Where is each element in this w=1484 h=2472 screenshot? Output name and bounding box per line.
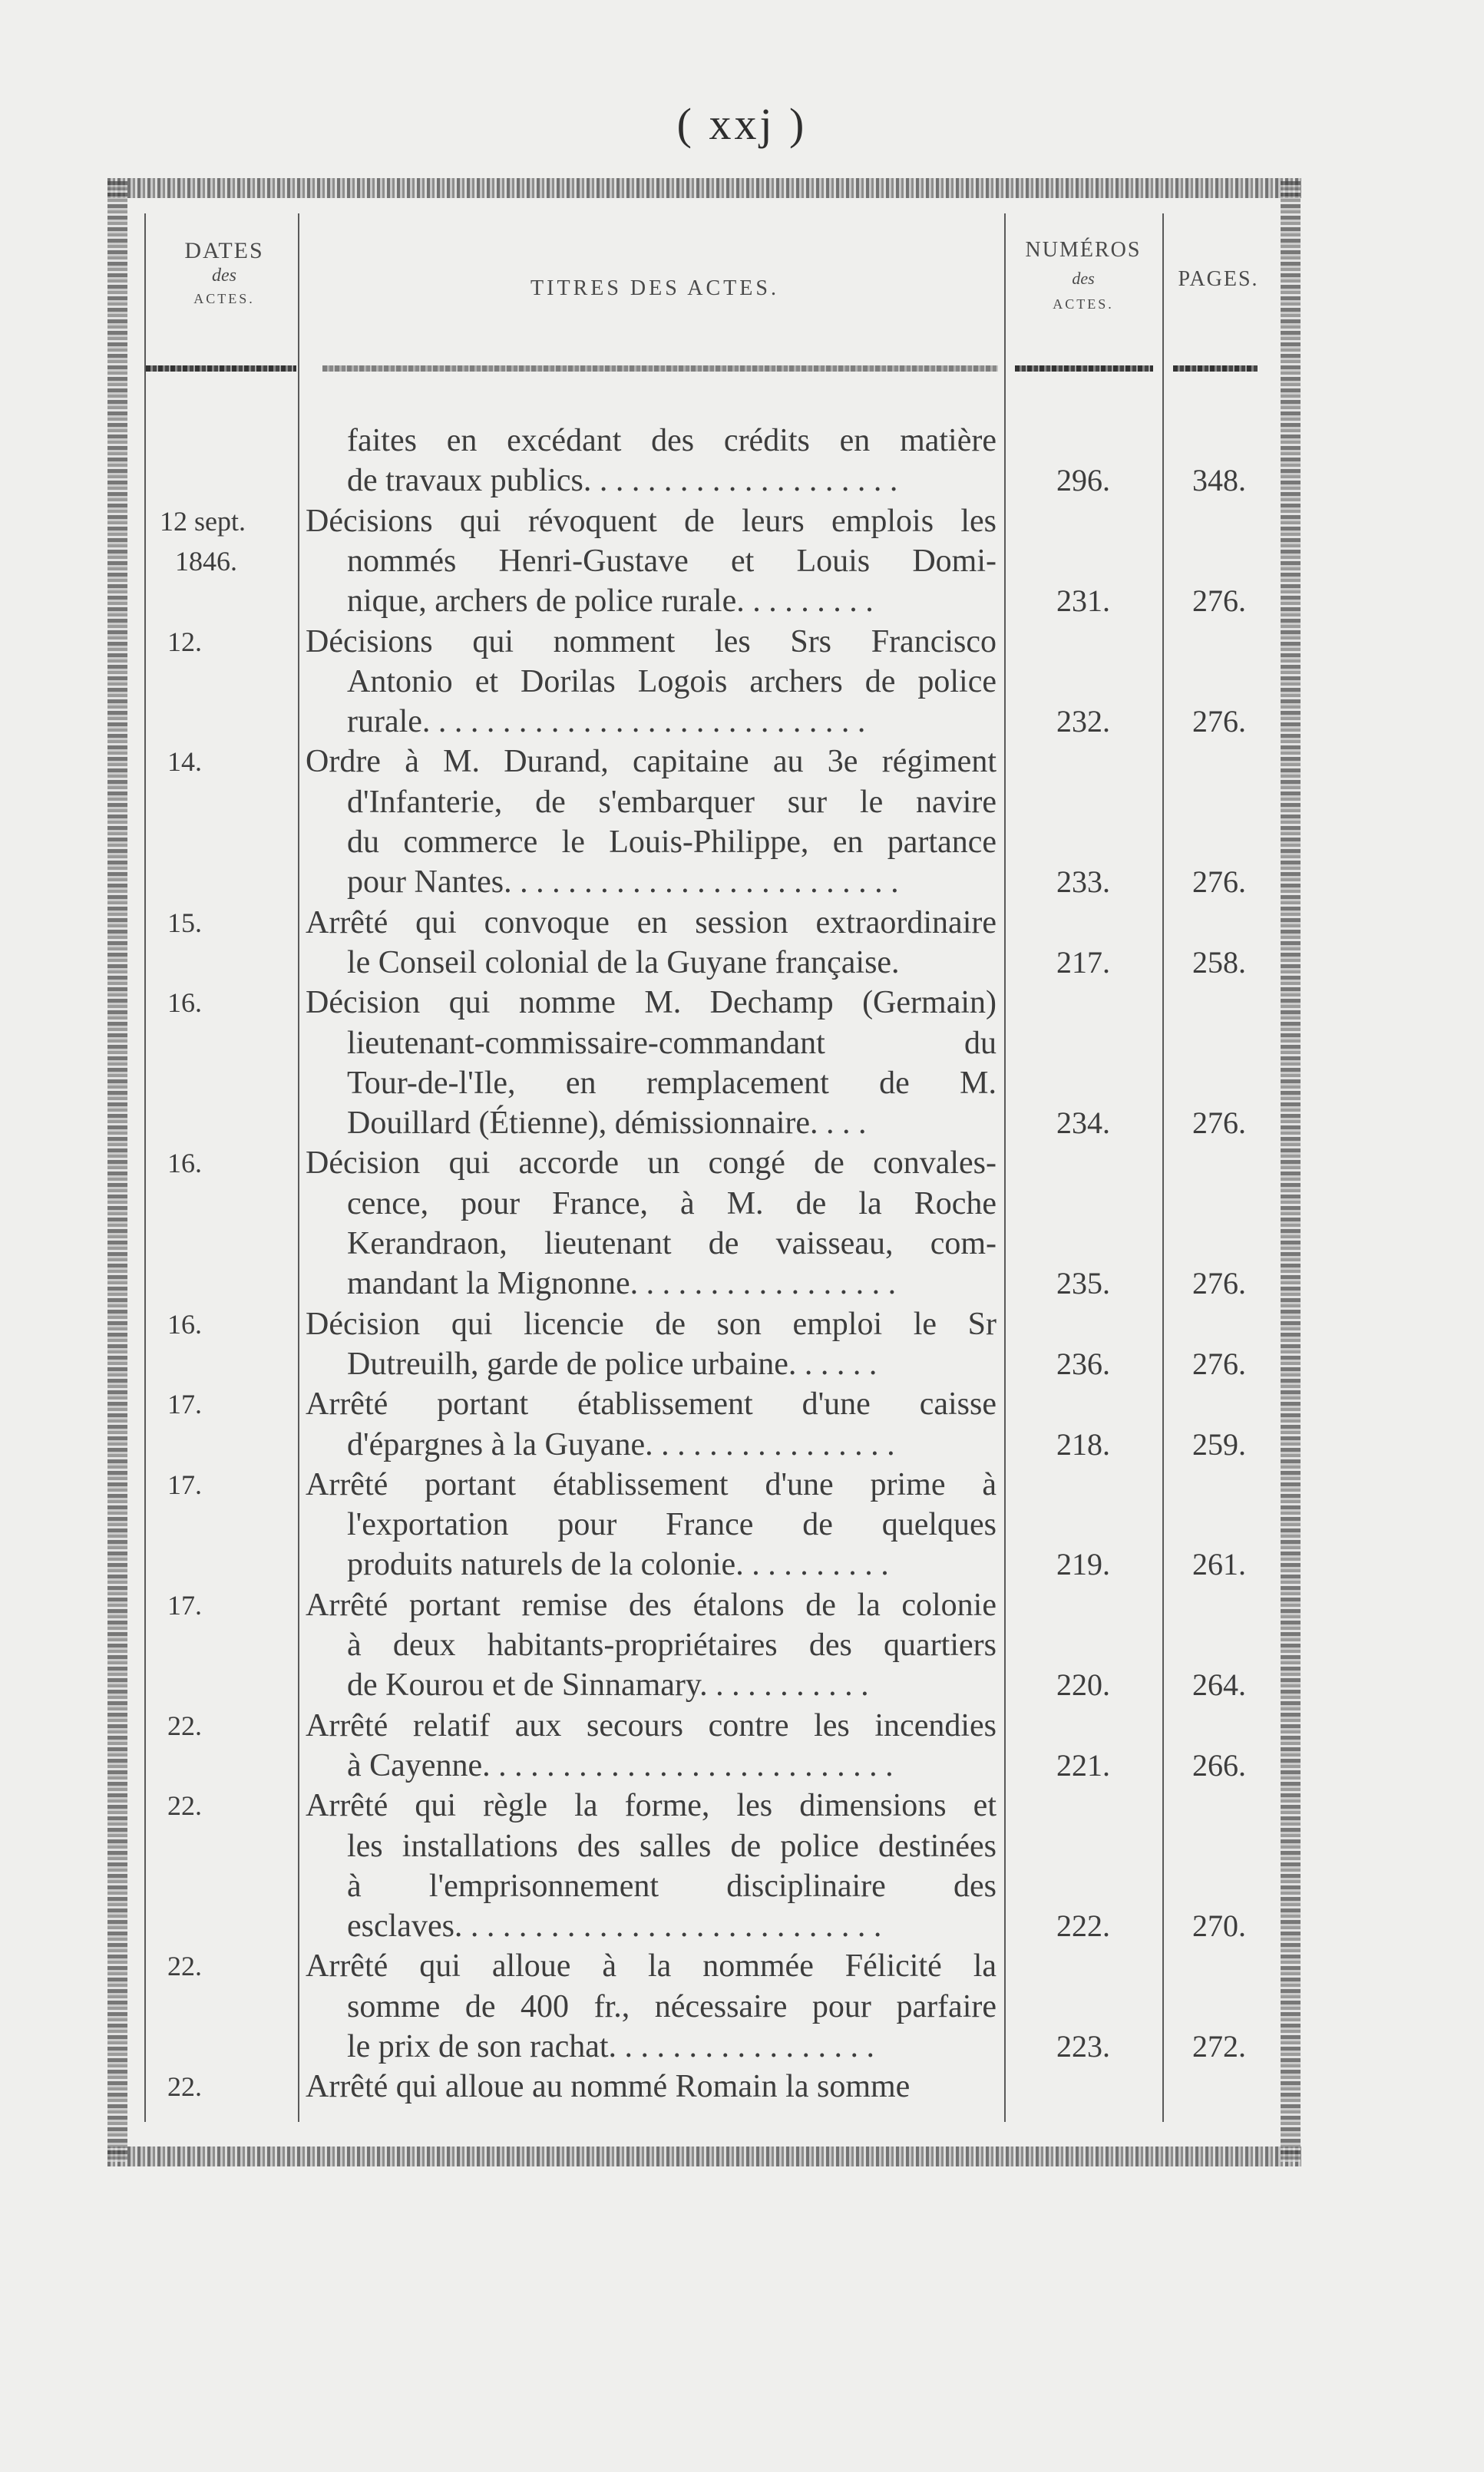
act-title-line: Arrêté portant établissement d'une caisse <box>306 1386 996 1423</box>
decorative-border-right <box>1281 181 1301 2162</box>
act-page: 258. <box>1192 944 1246 980</box>
act-number: 221. <box>1056 1747 1110 1783</box>
header-pages: PAGES. <box>1178 267 1259 291</box>
column-divider <box>1162 213 1164 2122</box>
act-number: 234. <box>1056 1105 1110 1141</box>
act-page: 270. <box>1192 1909 1246 1944</box>
act-date: 12 sept. <box>160 505 246 537</box>
header-rule <box>1173 365 1258 372</box>
act-title-line: faites en excédant des crédits en matière <box>347 423 996 458</box>
act-number: 217. <box>1056 944 1110 980</box>
act-number: 231. <box>1056 583 1110 619</box>
act-page: 272. <box>1192 2029 1246 2064</box>
act-date: 12. <box>167 626 202 657</box>
act-title-line: pour Nantes. . . . . . . . . . . . . . . . . . . . . . . . . <box>347 864 899 901</box>
header-dates-line: ACTES. <box>193 291 255 306</box>
act-number: 233. <box>1056 864 1110 900</box>
page-number: ( xxj ) <box>676 99 808 149</box>
act-page: 259. <box>1192 1426 1246 1462</box>
act-number: 223. <box>1056 2029 1110 2064</box>
header-titres: TITRES DES ACTES. <box>530 276 779 300</box>
act-page: 348. <box>1192 463 1246 498</box>
act-title-line: d'épargnes à la Guyane. . . . . . . . . . . . . . . . <box>347 1426 895 1462</box>
act-number: 218. <box>1056 1426 1110 1462</box>
act-page: 276. <box>1192 583 1246 619</box>
act-date: 16. <box>167 1308 202 1340</box>
act-page: 276. <box>1192 864 1246 900</box>
act-title-line: Tour-de-l'Ile, en remplacement de M. <box>347 1065 996 1101</box>
header-numeros-line: ACTES. <box>1053 296 1114 312</box>
act-number: 222. <box>1056 1909 1110 1944</box>
act-title-line: Décision qui nomme M. Dechamp (Germain) <box>306 985 996 1021</box>
header-dates <box>147 238 301 307</box>
act-title-line: Arrêté portant établissement d'une prime à <box>306 1466 996 1502</box>
act-page: 276. <box>1192 704 1246 739</box>
act-date: 22. <box>167 1710 202 1741</box>
act-page: 266. <box>1192 1747 1246 1783</box>
act-title-line: Arrêté qui alloue au nommé Romain la somme <box>306 2069 911 2105</box>
act-title-line: du commerce le Louis-Philippe, en partance <box>347 825 996 860</box>
act-title-line: le Conseil colonial de la Guyane française. <box>347 944 900 980</box>
header-dates-line: des <box>212 266 236 286</box>
act-number: 236. <box>1056 1346 1110 1381</box>
header-rule <box>322 365 998 372</box>
act-title-line: Décisions qui révoquent de leurs emplois les <box>306 503 996 539</box>
decorative-border-top <box>107 178 1301 198</box>
act-date: 22. <box>167 2071 202 2103</box>
act-date: 17. <box>167 1389 202 1420</box>
act-number: 220. <box>1056 1667 1110 1703</box>
act-date: 22. <box>167 1951 202 1982</box>
act-number: 235. <box>1056 1266 1110 1301</box>
act-title-line: nique, archers de police rurale. . . . . . . . . <box>347 583 874 620</box>
column-divider <box>1004 213 1006 2122</box>
act-title-line: somme de 400 fr., nécessaire pour parfaire <box>347 1988 996 2024</box>
act-title-line: Décision qui licencie de son emploi le Sr <box>306 1306 996 1342</box>
act-title-line: d'Infanterie, de s'embarquer sur le navire <box>347 784 996 820</box>
act-date: 17. <box>167 1469 202 1500</box>
act-title-line: le prix de son rachat. . . . . . . . . . . . . . . . . <box>347 2029 875 2064</box>
act-title-line: Ordre à M. Durand, capitaine au 3e régiment <box>306 744 996 780</box>
act-title-line: les installations des salles de police destinées <box>347 1828 996 1864</box>
act-title-line: à deux habitants-propriétaires des quartiers <box>347 1628 996 1663</box>
act-date: 16. <box>167 987 202 1019</box>
header-numeros <box>1006 238 1161 312</box>
act-title-line: l'exportation pour France de quelques <box>347 1507 996 1543</box>
header-rule <box>146 365 296 372</box>
act-title-line: Décisions qui nomment les Srs Francisco <box>306 623 996 659</box>
act-page: 261. <box>1192 1547 1246 1582</box>
act-page: 276. <box>1192 1266 1246 1301</box>
decorative-border-bottom <box>107 2146 1301 2166</box>
act-title-line: Antonio et Dorilas Logois archers de police <box>347 663 996 699</box>
act-title-line: Arrêté qui alloue à la nommée Félicité la <box>306 1948 996 1985</box>
act-date-year: 1846. <box>175 545 237 577</box>
act-title-line: à l'emprisonnement disciplinaire des <box>347 1868 996 1904</box>
act-date: 22. <box>167 1790 202 1822</box>
act-page: 264. <box>1192 1667 1246 1703</box>
act-page: 276. <box>1192 1105 1246 1141</box>
header-rule <box>1015 365 1153 372</box>
act-title-line: Dutreuilh, garde de police urbaine. . . . . . <box>347 1346 878 1382</box>
act-title-line: Décision qui accorde un congé de convales- <box>306 1145 996 1181</box>
act-date: 16. <box>167 1148 202 1179</box>
header-dates-line: DATES <box>184 238 264 263</box>
act-title-line: Arrêté relatif aux secours contre les incendies <box>306 1707 996 1743</box>
act-title-line: Arrêté qui convoque en session extraordinaire <box>306 904 996 940</box>
act-number: 296. <box>1056 463 1110 498</box>
act-title-line: cence, pour France, à M. de la Roche <box>347 1185 996 1221</box>
act-number: 219. <box>1056 1547 1110 1582</box>
act-title-line: produits naturels de la colonie. . . . . . . . . . <box>347 1547 889 1583</box>
act-title-line: de travaux publics. . . . . . . . . . . . . . . . . . . . <box>347 463 898 499</box>
act-title-line: de Kourou et de Sinnamary. . . . . . . . . . . <box>347 1667 869 1704</box>
act-number: 232. <box>1056 704 1110 739</box>
act-date: 15. <box>167 907 202 938</box>
act-title-line: rurale. . . . . . . . . . . . . . . . . . . . . . . . . . . . <box>347 704 866 740</box>
act-title-line: Douillard (Étienne), démissionnaire. . . . <box>347 1105 867 1142</box>
header-numeros-line: NUMÉROS <box>1025 238 1142 262</box>
act-title-line: nommés Henri-Gustave et Louis Domi- <box>347 543 996 579</box>
act-title-line: Kerandraon, lieutenant de vaisseau, com- <box>347 1226 996 1261</box>
act-page: 276. <box>1192 1346 1246 1381</box>
act-title-line: à Cayenne. . . . . . . . . . . . . . . . . . . . . . . . . . <box>347 1747 894 1783</box>
act-date: 14. <box>167 746 202 778</box>
act-date: 17. <box>167 1589 202 1621</box>
header-numeros-line: des <box>1072 269 1095 288</box>
act-title-line: Arrêté portant remise des étalons de la colonie <box>306 1587 996 1623</box>
act-title-line: Arrêté qui règle la forme, les dimensions et <box>306 1788 996 1824</box>
act-title-line: mandant la Mignonne. . . . . . . . . . . . . . . . . <box>347 1266 897 1302</box>
decorative-border-left <box>107 181 127 2162</box>
act-title-line: lieutenant-commissaire-commandant du <box>347 1025 996 1061</box>
act-title-line: esclaves. . . . . . . . . . . . . . . . . . . . . . . . . . . <box>347 1909 882 1945</box>
column-divider <box>144 213 146 2122</box>
